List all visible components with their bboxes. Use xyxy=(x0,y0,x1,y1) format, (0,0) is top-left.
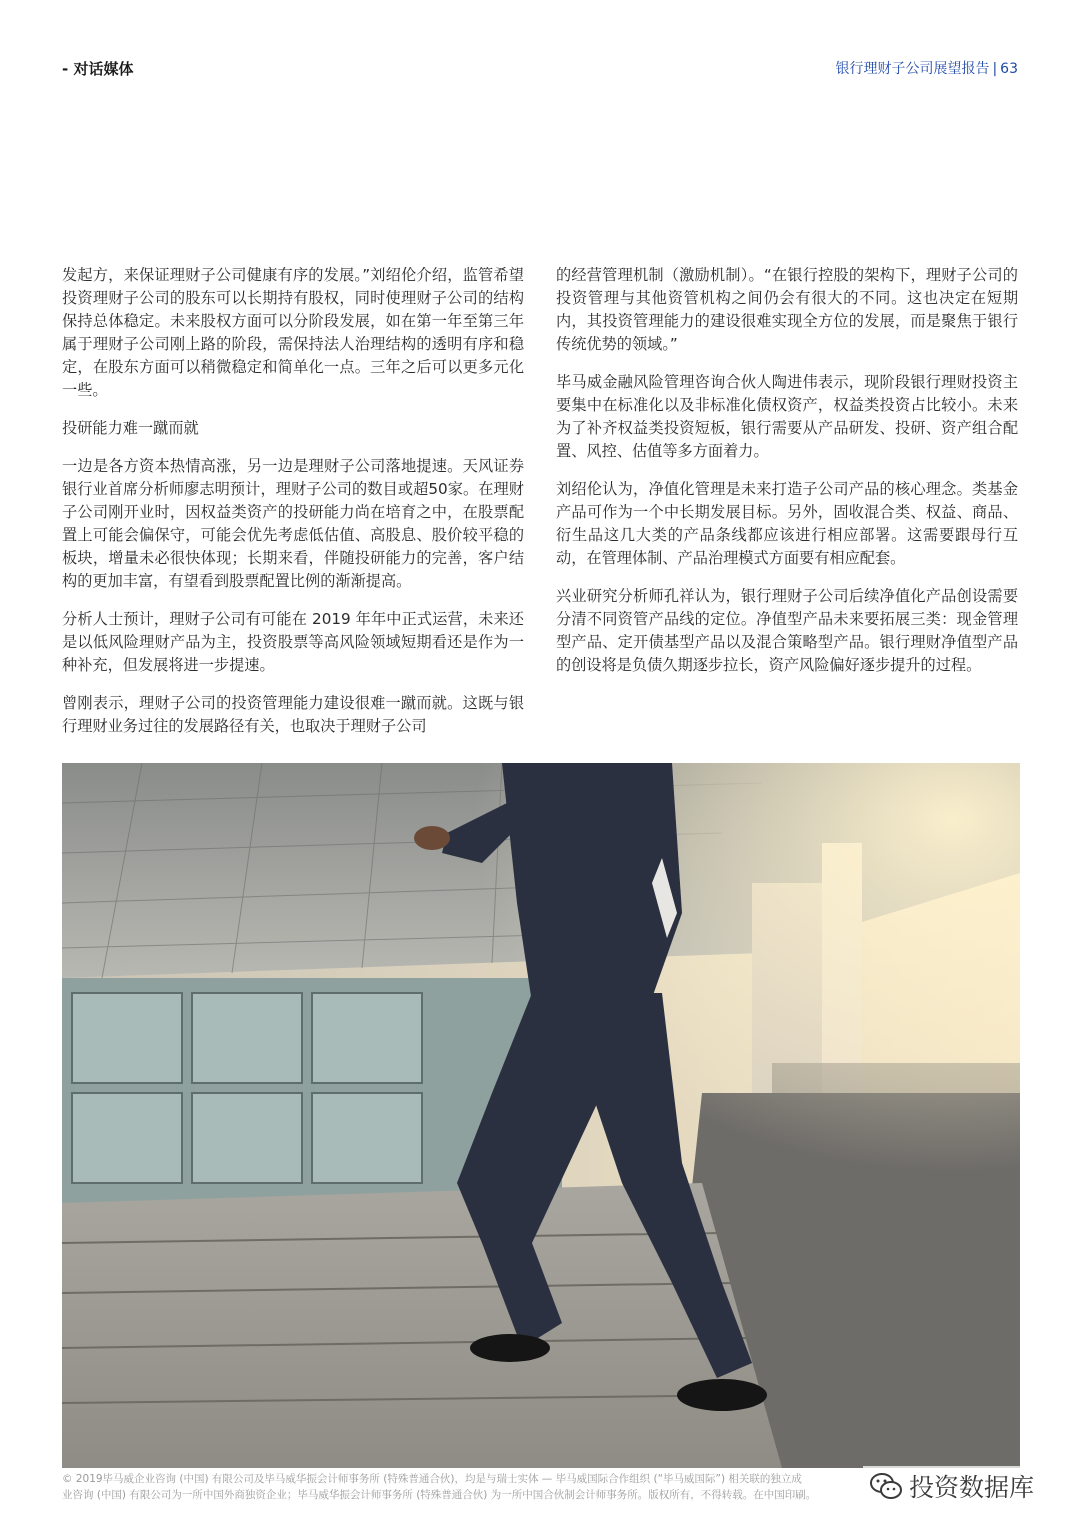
section-heading: 投研能力难一蹴而就 xyxy=(62,419,199,437)
report-header xyxy=(835,58,1018,78)
paragraph: 毕马威金融风险管理咨询合伙人陶进伟表示，现阶段银行理财投资主要集中在标准化以及非标准化债权资产，权益类投资占比较小。未来为了补齐权益类投资短板，银行需要从产品研发、投研、资产组合配置、风控、估值等多方面着力。 xyxy=(556,373,1018,460)
watermark-text: 投资数据库 xyxy=(908,1473,1034,1502)
report-title: 银行理财子公司展望报告 xyxy=(835,61,990,77)
footer-line: © 2019毕马威企业咨询 (中国) 有限公司及毕马威华振会计师事务所 (特殊普通合伙)，均是与瑞士实体 — 毕马威国际合作组织 (“毕马威国际”) 相关联的独立成 xyxy=(62,1473,802,1485)
wechat-watermark xyxy=(863,1466,1040,1506)
paragraph: 刘绍伦认为，净值化管理是未来打造子公司产品的核心理念。类基金产品可作为一个中长期发展目标。另外，固收混合类、权益、商品、衍生品这几大类的产品条线都应该进行相应部署。这需要跟母行互动，在管理体制、产品治理模式方面要有相应配套。 xyxy=(556,480,1018,567)
section-label: - 对话媒体 xyxy=(62,60,134,78)
wechat-icon xyxy=(869,1471,903,1501)
businessman-running-stairs-photo xyxy=(62,763,1020,1468)
paragraph: 分析人士预计，理财子公司有可能在 2019 年年中正式运营，未来还是以低风险理财产品为主，投资股票等高风险领域短期看还是作为一种补充，但发展将进一步提速。 xyxy=(62,610,524,674)
page-number: 63 xyxy=(1000,61,1018,77)
header-separator: | xyxy=(992,61,998,77)
copyright-footer xyxy=(62,1471,892,1503)
paragraph: 一边是各方资本热情高涨，另一边是理财子公司落地提速。天风证券银行业首席分析师廖志明预计，理财子公司的数目或超50家。在理财子公司刚开业时，因权益类资产的投研能力尚在培育之中，在股票配置上可能会偏保守，可能会优先考虑低估值、高股息、股价较平稳的板块，增量未必很快体现；长期来看，伴随投研能力的完善，客户结构的更加丰富，有望看到股票配置比例的渐渐提高。 xyxy=(62,457,524,590)
paragraph: 兴业研究分析师孔祥认为，银行理财子公司后续净值化产品创设需要分清不同资管产品线的定位。净值型产品未来要拓展三类：现金管理型产品、定开债基型产品以及混合策略型产品。银行理财净值型产品的创设将是负债久期逐步拉长，资产风险偏好逐步提升的过程。 xyxy=(556,587,1018,674)
left-column xyxy=(62,264,524,753)
paragraph: 发起方，来保证理财子公司健康有序的发展。”刘绍伦介绍，监管希望投资理财子公司的股东可以长期持有股权，同时使理财子公司的结构保持总体稳定。未来股权方面可以分阶段发展，如在第一年至第三年属于理财子公司刚上路的阶段，需保持法人治理结构的透明有序和稳定，在股东方面可以稍微稳定和简单化一点。三年之后可以更多元化一些。 xyxy=(62,266,524,399)
paragraph: 的经营管理机制（激励机制）。“在银行控股的架构下，理财子公司的投资管理与其他资管机构之间仍会有很大的不同。这也决定在短期内，其投资管理能力的建设很难实现全方位的发展，而是聚焦于银行传统优势的领域。” xyxy=(556,266,1018,353)
paragraph: 曾刚表示，理财子公司的投资管理能力建设很难一蹴而就。这既与银行理财业务过往的发展路径有关，也取决于理财子公司 xyxy=(62,694,524,735)
right-column xyxy=(556,264,1018,692)
footer-line: 业咨询 (中国) 有限公司为一所中国外商独资企业；毕马威华振会计师事务所 (特殊普通合伙) 为一所中国合伙制会计师事务所。版权所有，不得转载。在中国印刷。 xyxy=(62,1489,817,1501)
